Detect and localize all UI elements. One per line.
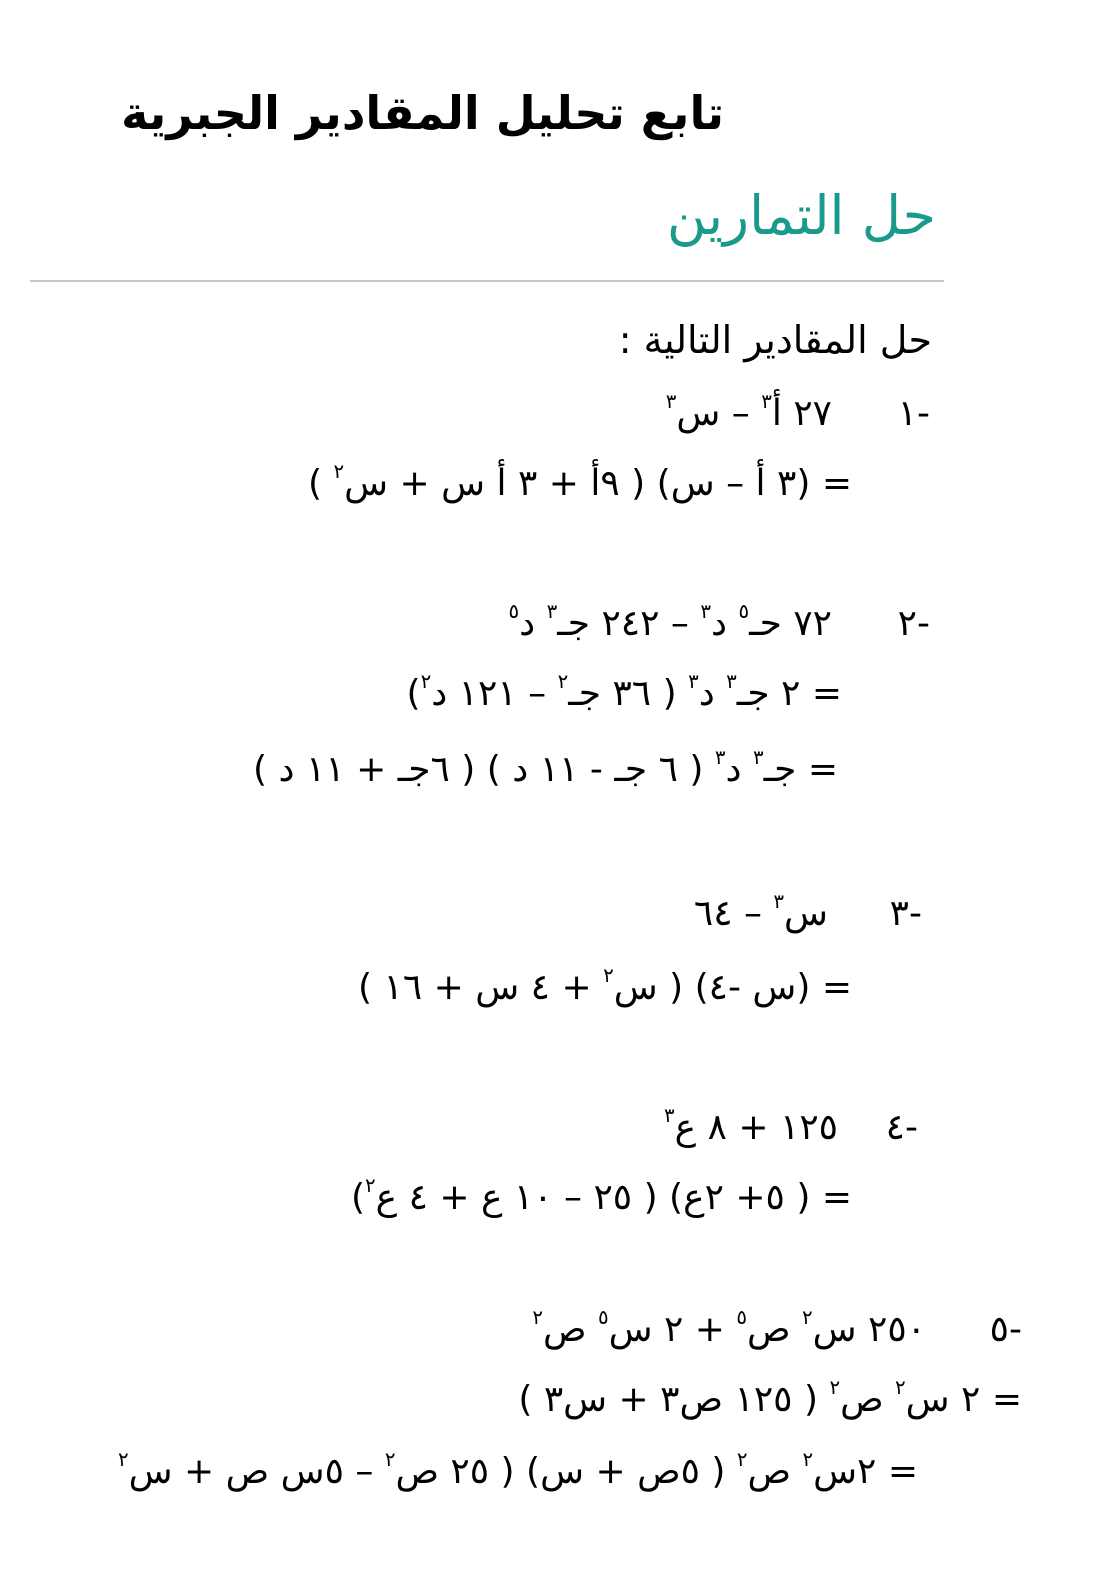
exercise-3-expression: س$^٣$ – ٦٤ <box>693 890 828 934</box>
exercise-4-expression: ١٢٥ + ٨ ع$^٣$ <box>664 1104 838 1148</box>
exercise-3-number: ٣- <box>889 893 922 934</box>
exercise-4-number: ٤- <box>885 1107 918 1148</box>
exercise-5-step-2: = ٢س$^٢$ ص$^٢$ ( ٥ص + س) ( ٢٥ ص$^٢$ – ٥س ص + س$^٢$ <box>118 1448 918 1492</box>
exercise-5-number: ٥- <box>989 1309 1022 1350</box>
exercise-5-step-1: = ٢ س$^٢$ ص$^٢$ ( ١٢٥ ص٣ + س٣ ) <box>518 1376 1022 1420</box>
page-title: تابع تحليل المقادير الجبرية <box>121 86 724 140</box>
exercise-1-expression: ٢٧ أ$^٣$ – س$^٣$ <box>665 390 832 434</box>
exercise-2-step-2: = جـ$^٣$ د$^٣$ ( ٦ جـ - ١١ د ) ( ٦جـ + ١١ د ) <box>253 746 838 790</box>
instruction-text: حل المقادير التالية : <box>618 318 932 362</box>
exercise-2-expression: ٧٢ حـ$^٥$ د$^٣$ – ٢٤٢ جـ$^٣$ د$^٥$ <box>508 600 832 644</box>
exercise-1-number: ١- <box>897 393 930 434</box>
exercise-3-step-1: = (س -٤) ( س$^٢$ + ٤ س + ١٦ ) <box>358 964 852 1008</box>
exercise-5-expression: ٢٥٠ س$^٢$ ص$^٥$ + ٢ س$^٥$ ص$^٢$ <box>532 1306 926 1350</box>
section-subtitle: حل التمارين <box>666 184 936 247</box>
exercise-2-step-1: = ٢ جـ$^٣$ د$^٣$ ( ٣٦ جـ$^٢$ – ١٢١ د$^٢$) <box>406 670 842 714</box>
exercise-2-number: ٢- <box>897 603 930 644</box>
divider-line <box>30 280 944 282</box>
exercise-4-step-1: = ( ٥+ ٢ع) ( ٢٥ – ١٠ ع + ٤ ع$^٢$) <box>350 1174 852 1218</box>
exercise-1-step-1: = (٣ أ – س) ( ٩أ + ٣ أ س + س$^٢$ ) <box>308 460 852 504</box>
